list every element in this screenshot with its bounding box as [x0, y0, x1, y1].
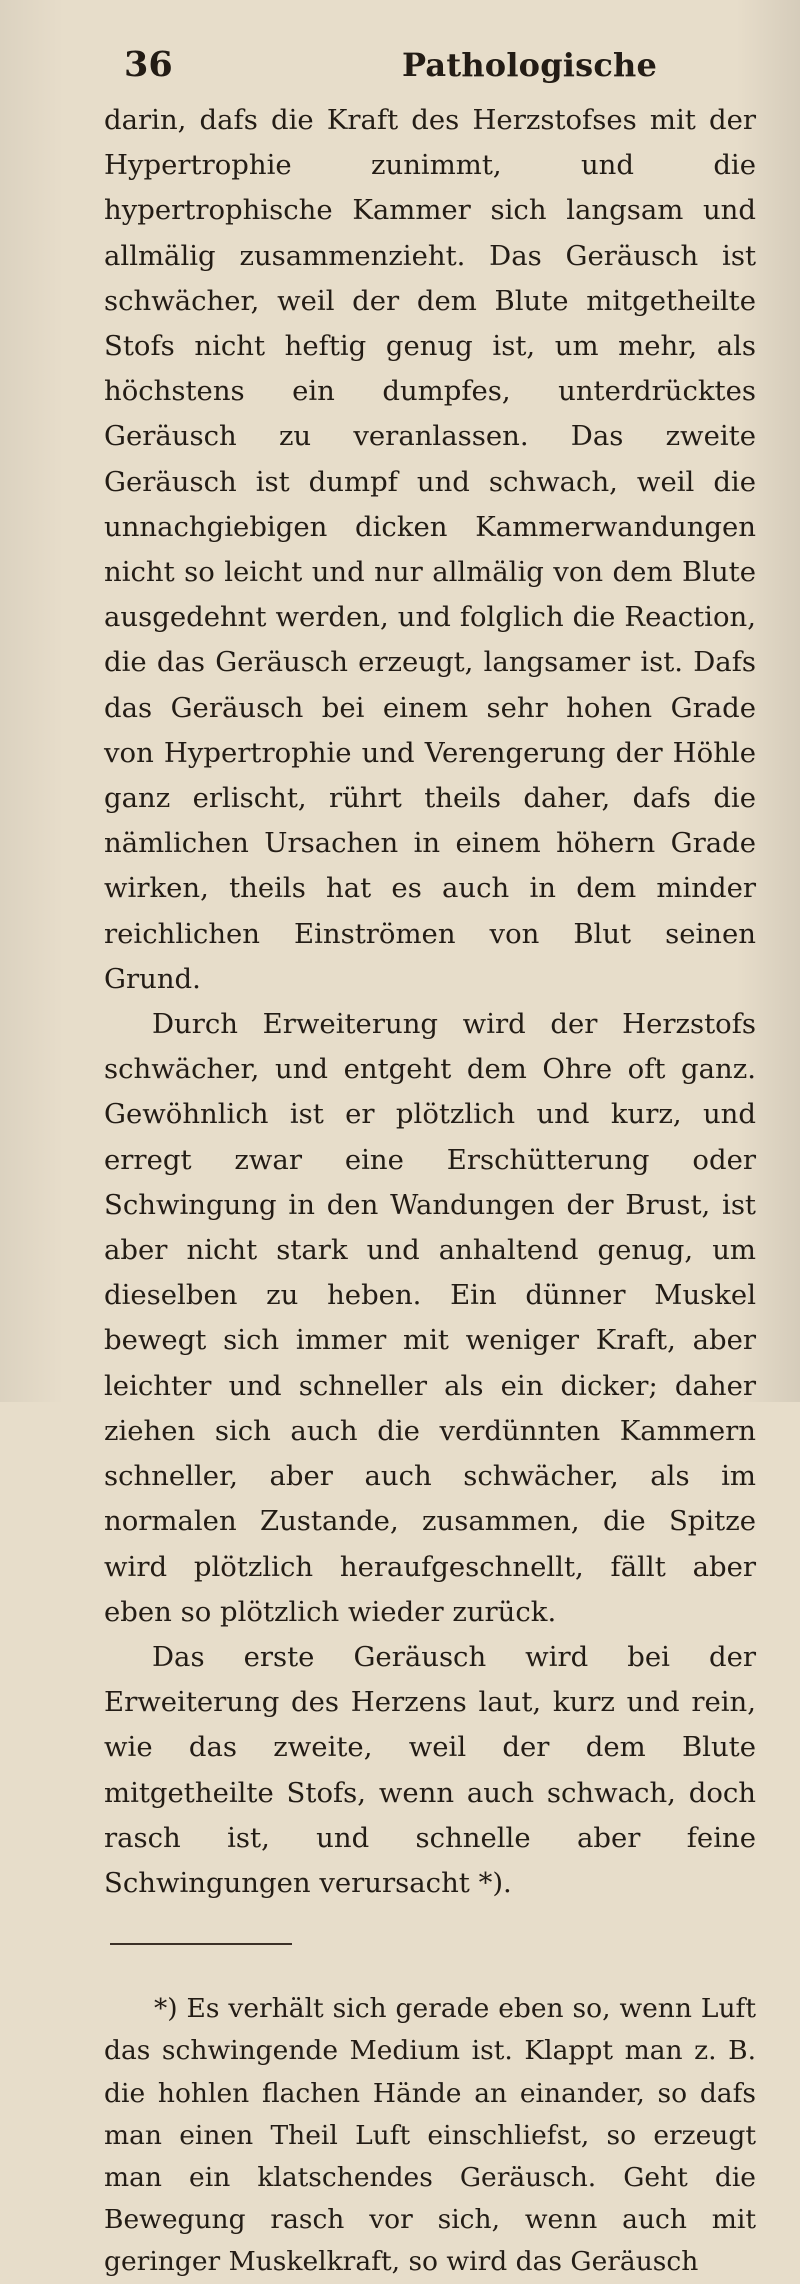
body-text — [104, 98, 756, 1906]
paragraph-3: Das erste Geräusch wird bei der Erweiterung des Herzens laut, kurz und rein, wie das zweite, weil der dem Blute mitgetheilte Stofs, wenn auch schwach, doch rasch ist, und schnelle aber feine Schwingungen verursacht *). — [104, 1640, 756, 1899]
footnote: *) Es verhält sich gerade eben so, wenn Luft das schwingende Medium ist. Klappt man z. B. die hohlen flachen Hände an einander, so dafs man einen Theil Luft einschliefst, so erzeugt man ein klatschendes Geräusch. Geht die Bewegung rasch vor sich, wenn auch mit geringer Muskelkraft, so wird das Geräusch — [104, 1993, 756, 2278]
paragraph-1: darin, dafs die Kraft des Herzstofses mit der Hypertrophie zunimmt, und die hypertrophische Kammer sich langsam und allmälig zusammenzieht. Das Geräusch ist schwächer, weil der dem Blute mitgetheilte Stofs nicht heftig genug ist, um mehr, als höchstens ein dumpfes, unterdrücktes Geräusch zu veranlassen. Das zweite Geräusch ist dumpf und schwach, weil die unnachgiebigen dicken Kammerwandungen nicht so leicht und nur allmälig von dem Blute ausgedehnt werden, und folglich die Reaction, die das Geräusch erzeugt, langsamer ist. Dafs das Geräusch bei einem sehr hohen Grade von Hypertrophie und Verengerung der Höhle ganz erlischt, rührt theils daher, dafs die nämlichen Ursachen in einem höhern Grade wirken, theils hat es auch in dem minder reichlichen Einströmen von Blut seinen Grund. — [104, 104, 756, 995]
running-head: Pathologische — [402, 46, 658, 84]
page-header — [104, 36, 756, 94]
paragraph-2: Durch Erweiterung wird der Herzstofs schwächer, und entgeht dem Ohre oft ganz. Gewöhnlich ist er plötzlich und kurz, und erregt zwar eine Erschütterung oder Schwingung in den Wandungen der Brust, ist aber nicht stark und anhaltend genug, um dieselben zu heben. Ein dünner Muskel bewegt sich immer mit weniger Kraft, aber leichter und schneller als ein dicker; daher ziehen sich auch die verdünnten Kammern schneller, aber auch schwächer, als im normalen Zustande, zusammen, die Spitze wird plötzlich heraufgeschnellt, fällt aber eben so plötzlich wieder zurück. — [104, 1008, 756, 1628]
footnote-divider — [110, 1943, 292, 1945]
page-number: 36 — [124, 44, 173, 85]
